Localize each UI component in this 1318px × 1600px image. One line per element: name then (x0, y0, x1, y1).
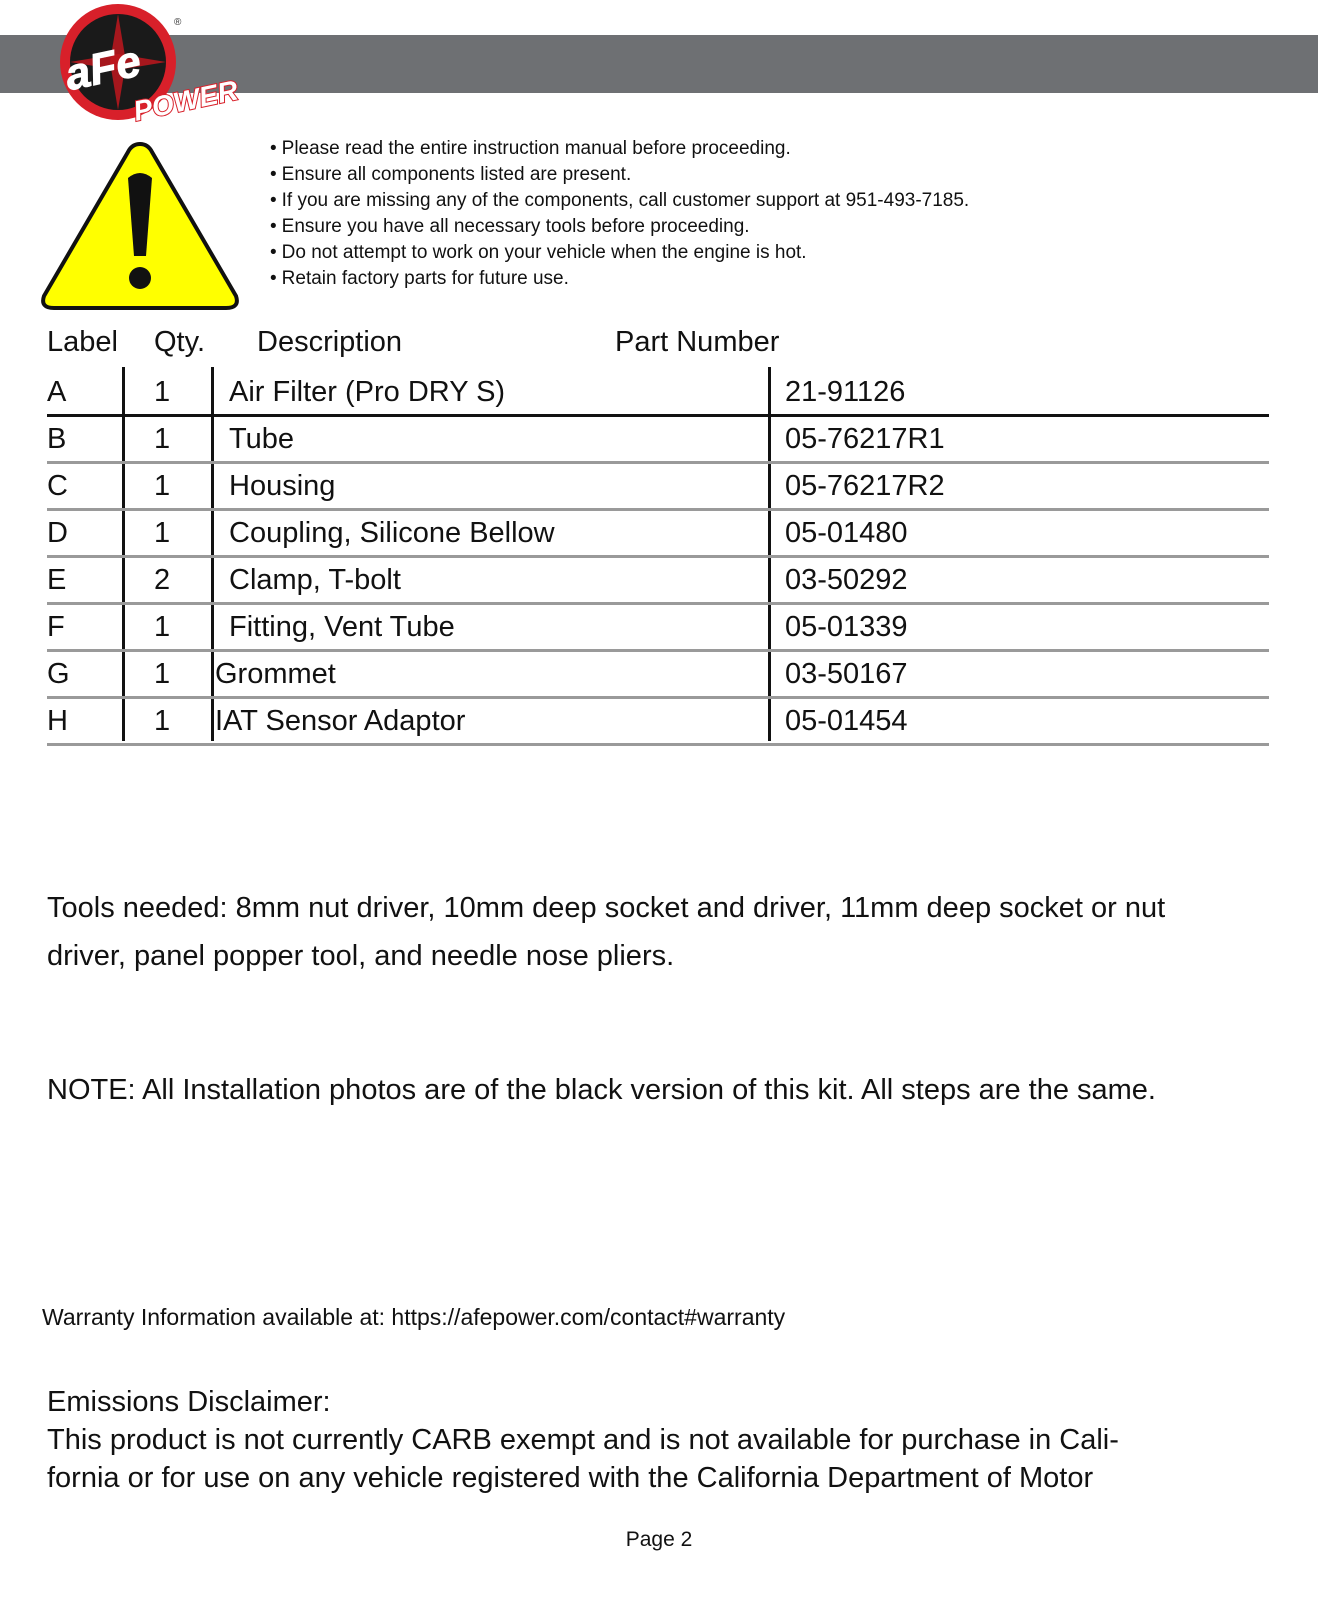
cell-label: F (47, 611, 65, 643)
cell-description: Tube (229, 423, 295, 455)
header-part-number: Part Number (615, 326, 780, 358)
cell-qty: 1 (154, 376, 171, 408)
cell-qty: 1 (154, 611, 171, 643)
cell-label: G (47, 658, 70, 690)
parts-table (47, 324, 1269, 746)
table-row (47, 417, 1269, 464)
cell-description: Grommet (215, 658, 336, 690)
afe-power-logo (56, 2, 256, 128)
cell-part-number: 03-50167 (785, 658, 908, 690)
installation-note: NOTE: All Installation photos are of the black version of this kit. All steps are the same. (47, 1074, 1156, 1106)
emissions-line: fornia or for use on any vehicle registered with the California Department of Motor (47, 1462, 1094, 1494)
cell-description: IAT Sensor Adaptor (215, 705, 466, 737)
cell-part-number: 05-76217R2 (785, 470, 945, 502)
logo-sub-text: POWER (130, 74, 241, 127)
cell-part-number: 05-01339 (785, 611, 908, 643)
table-header (47, 324, 1269, 370)
cell-description: Coupling, Silicone Bellow (229, 517, 555, 549)
cell-part-number: 21-91126 (785, 376, 906, 408)
cell-qty: 1 (154, 517, 171, 549)
cell-description: Fitting, Vent Tube (229, 611, 455, 643)
cell-qty: 2 (154, 564, 171, 596)
cell-description: Clamp, T-bolt (229, 564, 401, 596)
table-row (47, 511, 1269, 558)
cell-part-number: 03-50292 (785, 564, 908, 596)
table-row (47, 464, 1269, 511)
header-qty: Qty. (154, 326, 206, 358)
emissions-disclaimer (47, 1383, 1237, 1497)
note-item: • If you are missing any of the components, call customer support at 951-493-7185. (270, 188, 969, 214)
table-row (47, 699, 1269, 746)
tools-needed-text: Tools needed: 8mm nut driver, 10mm deep socket and driver, 11mm deep socket or nut driver, panel popper tool, and needle nose pliers. (47, 892, 1166, 972)
cell-label: C (47, 470, 68, 502)
cell-label: D (47, 517, 68, 549)
note-item: • Ensure you have all necessary tools before proceeding. (270, 214, 969, 240)
table-row (47, 605, 1269, 652)
table-row (47, 652, 1269, 699)
cell-label: B (47, 423, 67, 455)
cell-description: Housing (229, 470, 336, 502)
header-label: Label (47, 326, 118, 358)
warning-triangle-icon (36, 138, 244, 314)
emissions-title: Emissions Disclaimer: (47, 1386, 331, 1418)
cell-part-number: 05-01454 (785, 705, 908, 737)
cell-description: Air Filter (Pro DRY S) (229, 376, 506, 408)
cell-qty: 1 (154, 423, 171, 455)
note-item: • Ensure all components listed are present. (270, 162, 969, 188)
cell-label: H (47, 705, 68, 737)
table-row (47, 558, 1269, 605)
logo-brand-text: aFe (60, 36, 146, 101)
cell-part-number: 05-76217R1 (785, 423, 945, 455)
table-row (47, 370, 1269, 417)
registered-mark: ® (174, 17, 182, 28)
note-item: • Retain factory parts for future use. (270, 266, 969, 292)
cell-qty: 1 (154, 658, 171, 690)
warranty-info: Warranty Information available at: https://afepower.com/contact#warranty (42, 1304, 786, 1330)
cell-label: E (47, 564, 67, 596)
cell-part-number: 05-01480 (785, 517, 908, 549)
emissions-line: This product is not currently CARB exempt and is not available for purchase in Cali- (47, 1424, 1119, 1456)
cell-qty: 1 (154, 470, 171, 502)
cell-label: A (47, 376, 67, 408)
header-description: Description (257, 326, 403, 358)
instruction-notes (270, 136, 969, 292)
note-item: • Please read the entire instruction manual before proceeding. (270, 136, 969, 162)
cell-qty: 1 (154, 705, 171, 737)
note-item: • Do not attempt to work on your vehicle when the engine is hot. (270, 240, 969, 266)
page-number: Page 2 (625, 1528, 693, 1551)
